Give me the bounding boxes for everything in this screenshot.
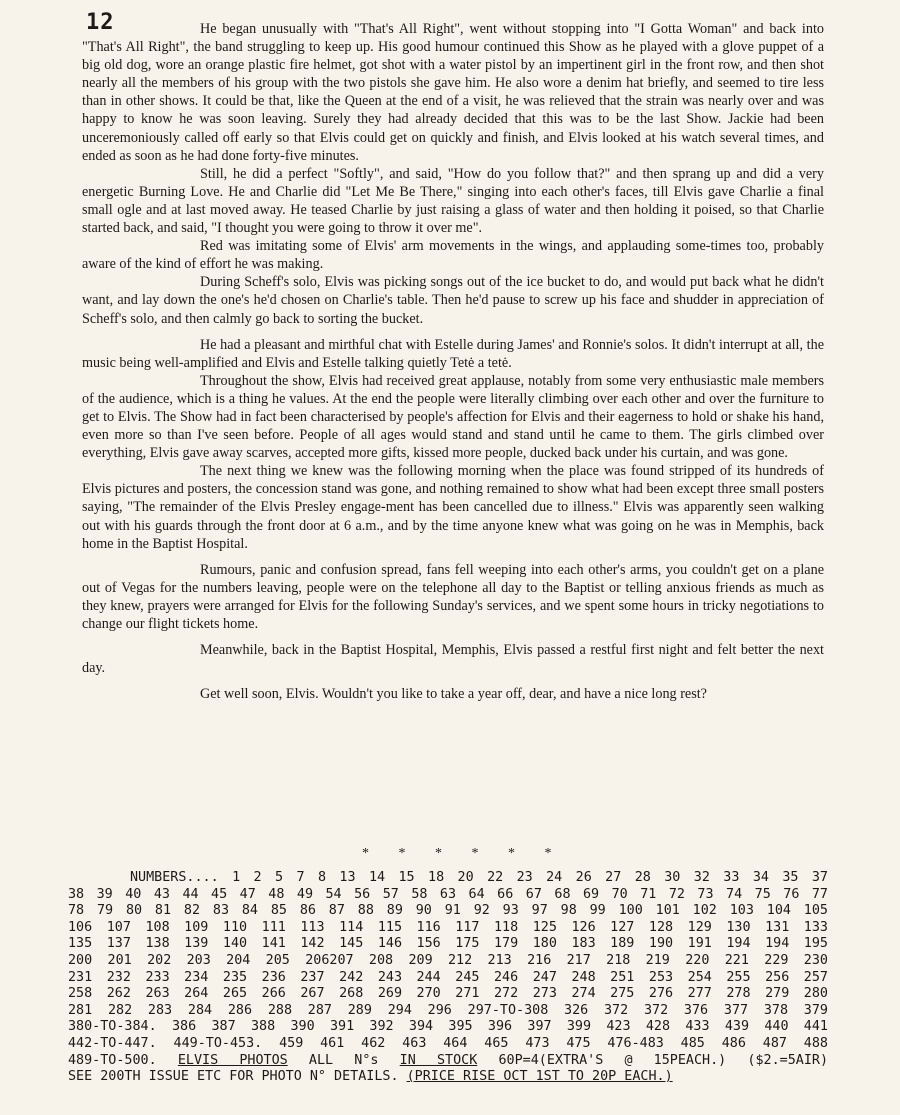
numbers-label: NUMBERS.... [130,870,219,885]
paragraph: Red was imitating some of Elvis' arm movements in the wings, and applauding some-times too, probably aware of the kind of effort he was making. [82,238,824,273]
paragraph: Throughout the show, Elvis had received great applause, notably from some very enthusiastic male members of the audience, which is a thing he values. At the end the people were literally climbing over each other and over the furniture to get to Elvis. The Show had in fact been characterised by people's affection for Elvis and their eagerness to hold or shake his hand, even more so than I've seen before. People of all ages would stand and stand until he came to them. The girls climbed over everything, Elvis gave away scarves, accepted more gifts, kissed more people, ducked back under his curtain, and was gone. [82,372,824,462]
numbers-line: 281 282 283 284 286 288 287 289 294 296 297-TO-308 326 372 372 376 377 378 379 [68,1002,828,1018]
photos-price: 60P=4(EXTRA'S @ 15PEACH.) ($2.=5AIR) [498,1052,829,1068]
note-line [68,1069,828,1086]
back-issues-list [68,870,828,1086]
in-stock-label: IN STOCK [399,1052,478,1068]
numbers-values: 1 2 5 7 8 13 14 15 18 20 22 23 24 26 27 28 30 32 33 34 35 37 [232,870,828,885]
numbers-line: 442-TO-447. 449-TO-453. 459 461 462 463 464 465 473 475 476-483 485 486 487 488 [68,1035,828,1051]
photos-label: ELVIS PHOTOS [177,1052,288,1068]
photo-note: SEE 200TH ISSUE ETC FOR PHOTO N° DETAILS. [68,1069,399,1085]
paragraph: He began unusually with "That's All Right", went without stopping into "I Gotta Woman" and back into "That's All Right", the band struggling to keep up. His good humour continued this Show as he played with a glove puppet of a big old dog, wore an orange plastic fire helmet, got shot with a water pistol by an impertinent girl in the front row, and then shot nearly all the members of his group with the two pistols she gave him. He also wore a denim hat briefly, and seemed to tire less than in other shows. It could be that, like the Queen at the end of a visit, he was relieved that the strain was nearly over and was happy to know he was soon leaving. Surely they had already decided that this was to be the last Show. Jackie had been unceremoniously called off early so that Elvis could get on quickly and finish, and Elvis looked at his watch several times, and ended as soon as he had done forty-five minutes. [82,21,824,164]
paragraph: During Scheff's solo, Elvis was picking songs out of the ice bucket to do, and would put back what he didn't want, and lay down the one's he'd chosen on Charlie's table. Then he'd pause to screw up his face and shudder in appreciation of Scheff's solo, and then calmly go back to sorting the bucket. [82,274,824,327]
section-separator: * * * * * * [362,846,552,861]
paragraph: Get well soon, Elvis. Wouldn't you like to take a year off, dear, and have a nice long rest? [200,686,707,703]
numbers-line: 231 232 233 234 235 236 237 242 243 244 245 246 247 248 251 253 254 255 256 257 [68,969,828,985]
numbers-line: 38 39 40 43 44 45 47 48 49 54 56 57 58 63 64 66 67 68 69 70 71 72 73 74 75 76 77 [68,886,828,902]
paragraph: He had a pleasant and mirthful chat with Estelle during James' and Ronnie's solos. It didn't interrupt at all, the music being well-amplified and Elvis and Estelle talking quietly Tetė a tetė. [82,336,824,371]
paragraph: Meanwhile, back in the Baptist Hospital, Memphis, Elvis passed a restful first night and felt better the next day. [82,642,824,677]
numbers-line: 106 107 108 109 110 111 113 114 115 116 117 118 125 126 127 128 129 130 131 133 [68,919,828,935]
numbers-line: 200 201 202 203 204 205 206207 208 209 212 213 216 217 218 219 220 221 229 230 [68,952,828,968]
numbers-line: 380-TO-384. 386 387 388 390 391 392 394 395 396 397 399 423 428 433 439 440 441 [68,1019,828,1035]
paragraph: Rumours, panic and confusion spread, fans fell weeping into each other's arms, you couldn't get on a plane out of Vegas for the numbers leaving, people were on the telephone all day to the Baptist or telling anxious friends as much as they knew, prayers were arranged for Elvis for the following Sunday's services, and we spent some hours in tricky negotiations to change our flight tickets home. [82,561,824,632]
photos-range: 489-TO-500. [68,1052,157,1068]
paragraph: Still, he did a perfect "Softly", and said, "How do you follow that?" and then sprang up and did a very energetic Burning Love. He and Charlie did "Let Me Be There," singing into each other's faces, till Elvis gave Charlie a final small ogle and at last moved away. He teased Charlie by just raising a glass of water and then holding it poised, so that Charlie started back, and said, "I thought you were going to throw it over me". [82,165,824,237]
paragraph: The next thing we knew was the following morning when the place was found stripped of its hundreds of Elvis pictures and posters, the concession stand was gone, and nothing remained to show what had been except three small posters saying, "The remainder of the Elvis Presley engage-ment has been cancelled due to illness." Elvis was apparently seen walking out with his guards through the front door at 6 a.m., and by the time anyone knew what was going on he was in Memphis, back home in the Baptist Hospital. [82,463,824,552]
numbers-line: 78 79 80 81 82 83 84 85 86 87 88 89 90 91 92 93 97 98 99 100 101 102 103 104 105 [68,903,828,919]
numbers-line: 135 137 138 139 140 141 142 145 146 156 175 179 180 183 189 190 191 194 194 195 [68,936,828,952]
numbers-line: 258 262 263 264 265 266 267 268 269 270 271 272 273 274 275 276 277 278 279 280 [68,986,828,1002]
photos-line [68,1053,828,1070]
price-rise-note: (PRICE RISE OCT 1ST TO 20P EACH.) [406,1069,673,1085]
article-body [82,20,824,703]
numbers-line [68,870,828,887]
photos-all: ALL N°s [308,1052,379,1068]
page-number: 12 [86,10,115,35]
